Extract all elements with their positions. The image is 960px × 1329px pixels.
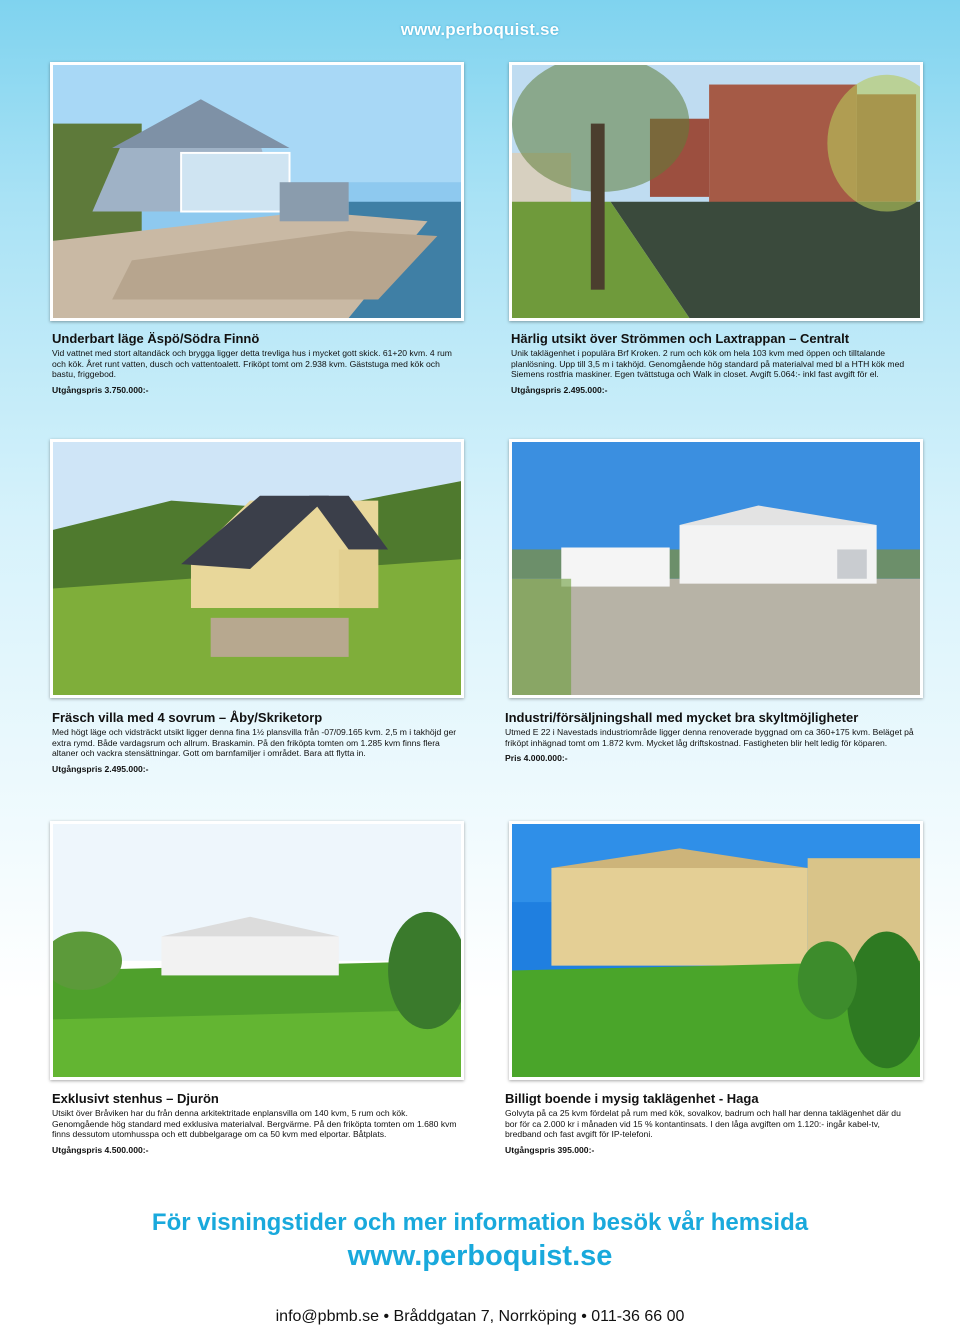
listing-description: Golvyta på ca 25 kvm fördelat på rum med kök, sovalkov, badrum och hall har denna taklägenhet där du bor för ca 2.000 kr i månaden vid 15 % kontantinsats. I den låga avgiften om 1.120:- ingår kabel-tv, bredband och fast avgift för IP-telefoni. (505, 1108, 901, 1139)
listing-title: Exklusivt stenhus – Djurön (52, 1091, 219, 1106)
listing-2 (511, 331, 921, 395)
listing-description: Unik taklägenhet i populära Brf Kroken. 2 rum och kök om hela 103 kvm med öppen och tilltalande planlösning. Upp till 3,5 m i takhöjd. Genomgående hög standard på materialval med bl a HTH kök med Siemens rostfria maskiner. Egen tvättstuga och Walk in closet. Avgift 5.064:- inkl fast avgift för el. (511, 348, 905, 379)
cta-url[interactable]: www.perboquist.se (347, 1240, 613, 1272)
listing-title: Industri/försäljningshall med mycket bra skyltmöjligheter (505, 710, 859, 725)
listing-5 (52, 1091, 462, 1155)
footer-contact: info@pbmb.se • Bråddgatan 7, Norrköping • 011-36 66 00 (275, 1308, 685, 1325)
listing-price: Utgångspris 3.750.000:- (52, 384, 149, 395)
photo-apartment-building (509, 821, 923, 1080)
listing-description: Utsikt över Bråviken har du från denna arkitektritade enplansvilla om 140 kvm, 5 rum och kök. Genomgående hög standard med exklusiva materialval. Bergvärme. På den friköpta tomten om 1.680 kvm finns dessutom utomhusspa och ett dubbelgarage om ca 50 kvm med elportar. Båtplats. (52, 1108, 457, 1139)
photo-villa (50, 439, 464, 698)
listing-title: Fräsch villa med 4 sovrum – Åby/Skriketorp (52, 710, 323, 725)
listing-price: Utgångspris 2.495.000:- (52, 763, 149, 774)
listing-price: Utgångspris 2.495.000:- (511, 384, 608, 395)
listing-description: Vid vattnet med stort altandäck och brygga ligger detta trevliga hus i mycket gott skick. 61+20 kvm. 4 rum och kök. Året runt vatten, dusch och vattentoalett. Friköpt tomt om 2.938 kvm. Gäststuga med kök och bastu, friggebod. (52, 348, 452, 379)
listing-price: Pris 4.000.000:- (505, 753, 568, 763)
listing-1 (52, 331, 462, 395)
listing-description: Med högt läge och vidsträckt utsikt ligger denna fina 1½ plansvilla från -07/09.165 kvm. 2,5 m i takhöjd ger extra rymd. Både vardagsrum och allrum. Braskamin. På den friköpta tomten om 1.285 kvm finns flera altaner och vackra stensättningar. Gott om barnfamiljer i området. Bara att flytta in. (52, 727, 457, 758)
listing-price: Utgångspris 4.500.000:- (52, 1144, 149, 1155)
listing-title: Underbart läge Äspö/Södra Finnö (52, 331, 260, 346)
listing-title: Billigt boende i mysig taklägenhet - Haga (505, 1091, 759, 1106)
photo-lake-house (50, 62, 464, 321)
listing-6 (505, 1091, 915, 1155)
header-url[interactable]: www.perboquist.se (400, 20, 560, 39)
photo-stone-house (50, 821, 464, 1080)
listing-description: Utmed E 22 i Navestads industriområde ligger denna renoverade byggnad om ca 360+175 kvm. Beläget på friköpt inhägnad tomt om 1.872 kvm. Mycket låg driftskostnad. Fastigheten blir helt ledig för köparen. (505, 727, 914, 748)
cta-text: För visningstider och mer information besök vår hemsida (151, 1209, 809, 1236)
photo-river-mill (509, 62, 923, 321)
listing-4 (505, 710, 915, 764)
photo-industrial-hall (509, 439, 923, 698)
listing-3 (52, 710, 462, 774)
listing-price: Utgångspris 395.000:- (505, 1144, 595, 1155)
listing-title: Härlig utsikt över Strömmen och Laxtrappan – Centralt (511, 331, 850, 346)
